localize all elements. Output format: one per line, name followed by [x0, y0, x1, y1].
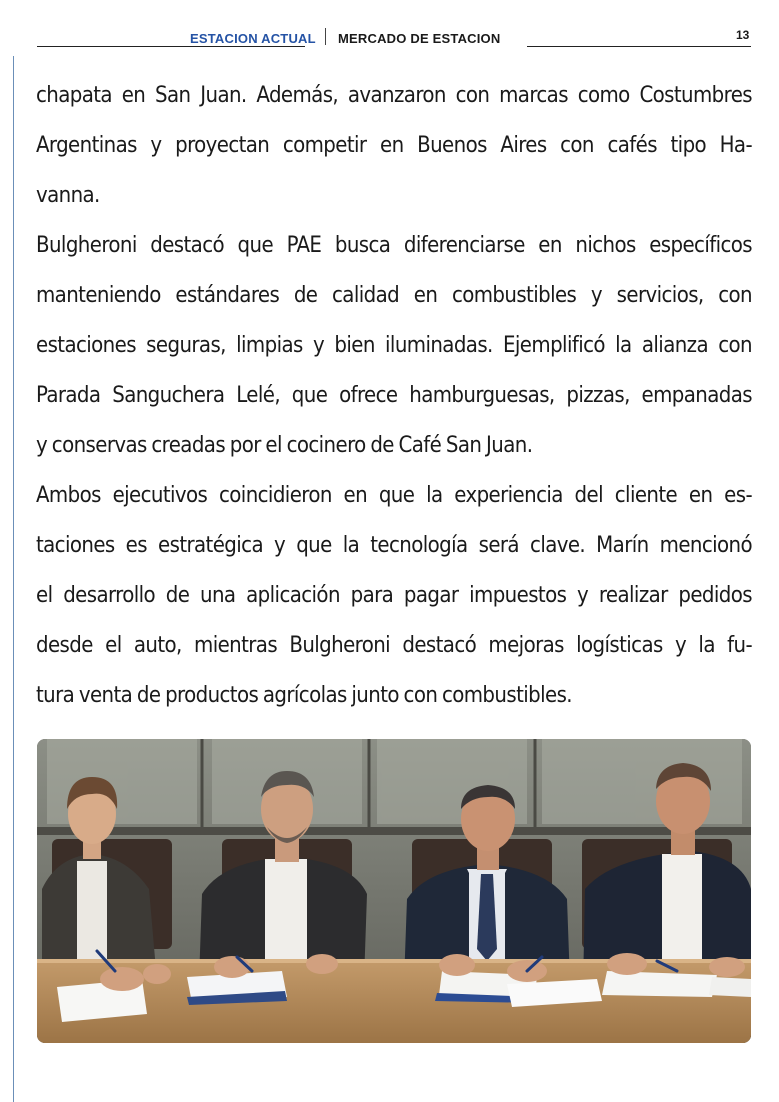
header-separator — [325, 28, 326, 45]
article-line: tura venta de productos agrícolas junto con combustibles. — [36, 683, 572, 708]
article-line: taciones es estratégica y que la tecnología será clave. Marín mencionó — [36, 533, 752, 558]
article-line: Parada Sanguchera Lelé, que ofrece hamburguesas, pizzas, empanadas — [36, 383, 752, 408]
article-body — [36, 76, 752, 726]
article-line: el desarrollo de una aplicación para pagar impuestos y realizar pedidos — [36, 583, 752, 608]
article-line: desde el auto, mientras Bulgheroni destacó mejoras logísticas y la fu- — [36, 633, 752, 658]
section-title: ESTACION ACTUAL — [190, 31, 316, 46]
left-margin-rule — [13, 56, 14, 1102]
header-rule-left — [37, 46, 305, 47]
article-line: y conservas creadas por el cocinero de Café San Juan. — [36, 433, 533, 458]
article-line: vanna. — [36, 183, 100, 208]
header-rule-right — [527, 46, 751, 47]
article-line: chapata en San Juan. Además, avanzaron con marcas como Costumbres — [36, 83, 752, 108]
subsection-title: MERCADO DE ESTACION — [338, 31, 501, 46]
article-line: Argentinas y proyectan competir en Buenos Aires con cafés tipo Ha- — [36, 133, 752, 158]
article-line: estaciones seguras, limpias y bien iluminadas. Ejemplificó la alianza con — [36, 333, 752, 358]
article-line: Bulgheroni destacó que PAE busca diferenciarse en nichos específicos — [36, 233, 752, 258]
article-line: Ambos ejecutivos coincidieron en que la experiencia del cliente en es- — [36, 483, 752, 508]
article-line: manteniendo estándares de calidad en combustibles y servicios, con — [36, 283, 752, 308]
signing-photo-illustration — [37, 739, 751, 1043]
page-number: 13 — [736, 28, 750, 42]
signing-photo — [37, 739, 751, 1043]
